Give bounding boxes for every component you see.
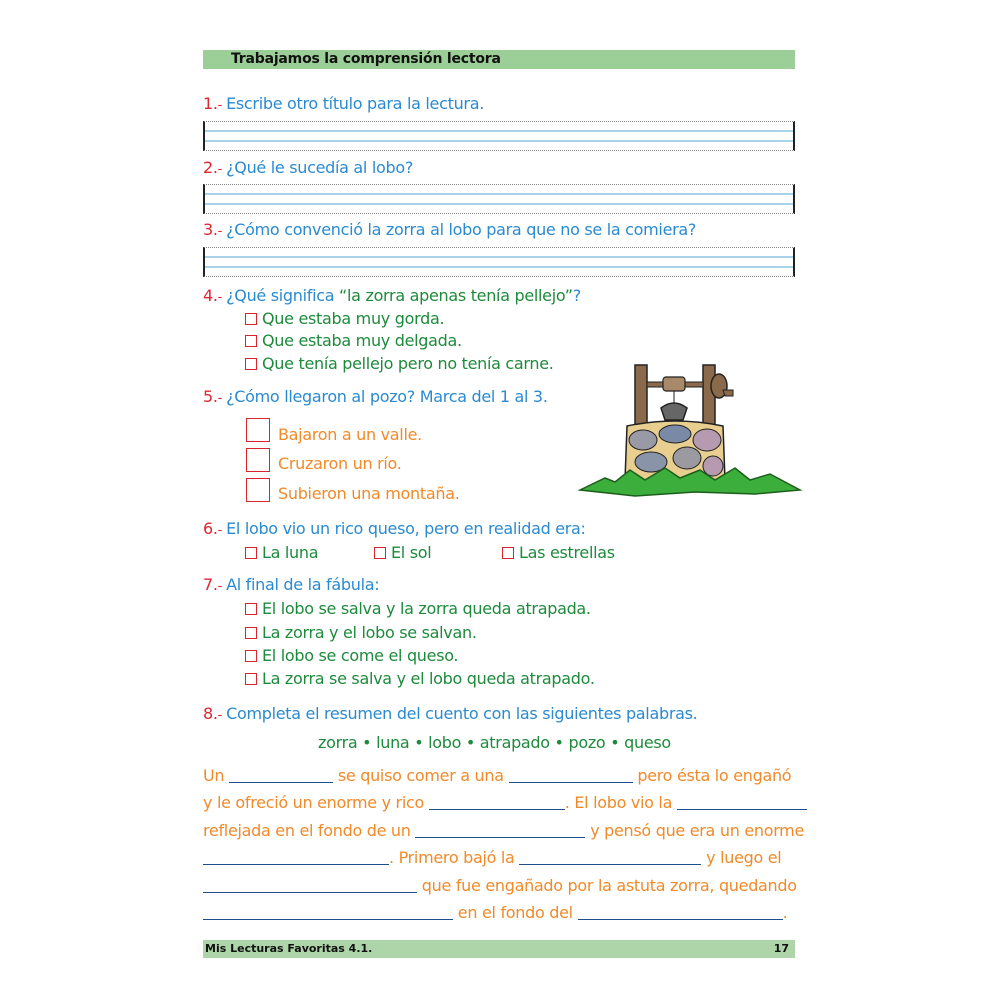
checkbox[interactable]	[245, 358, 257, 370]
question-number: 1.	[203, 94, 218, 113]
summary-text: . El lobo vio la	[564, 793, 673, 812]
summary-text: y pensó que era un enorme	[590, 821, 805, 840]
option-6a[interactable]	[245, 543, 318, 563]
summary-line-2	[203, 793, 795, 813]
question-dash: -	[217, 391, 223, 406]
option-label: Que estaba muy delgada.	[262, 331, 462, 350]
summary-line-6	[203, 903, 795, 923]
summary-text: . Primero bajó la	[389, 848, 515, 867]
blank-input[interactable]	[519, 848, 701, 865]
question-5	[203, 387, 548, 409]
question-suffix: ?	[572, 286, 581, 305]
summary-line-1	[203, 766, 795, 786]
summary-line-5	[203, 876, 795, 896]
question-number: 6.	[203, 519, 218, 538]
summary-text: en el fondo del	[457, 903, 573, 922]
question-quote: “la zorra apenas tenía pellejo”	[339, 286, 573, 305]
option-5b: Cruzaron un río.	[278, 454, 402, 473]
summary-text: que fue engañado por la astuta zorra, quedando	[421, 876, 797, 895]
checkbox[interactable]	[502, 547, 514, 559]
checkbox[interactable]	[245, 673, 257, 685]
answer-lines-1[interactable]	[203, 121, 795, 151]
checkbox[interactable]	[245, 335, 257, 347]
option-7d[interactable]	[245, 669, 595, 689]
question-4	[203, 286, 581, 308]
page-number: 17	[773, 942, 789, 955]
question-3	[203, 220, 696, 242]
summary-line-3	[203, 821, 805, 841]
blank-input[interactable]	[677, 793, 807, 810]
question-8	[203, 704, 697, 726]
option-label: La zorra se salva y el lobo queda atrapado.	[262, 669, 595, 688]
blank-input[interactable]	[203, 876, 417, 893]
question-7	[203, 575, 379, 597]
question-text: ¿Qué significa	[226, 286, 335, 305]
blank-input[interactable]	[203, 903, 453, 920]
option-5c: Subieron una montaña.	[278, 484, 460, 503]
question-text: ¿Cómo convenció la zorra al lobo para que no se la comiera?	[226, 220, 697, 239]
option-label: El lobo se come el queso.	[262, 646, 459, 665]
question-dash: -	[217, 224, 223, 239]
blank-input[interactable]	[229, 766, 333, 783]
question-dash: -	[217, 708, 223, 723]
answer-lines-2[interactable]	[203, 184, 795, 214]
option-6c[interactable]	[502, 543, 615, 563]
question-text: El lobo vio un rico queso, pero en realidad era:	[226, 519, 586, 538]
blank-input[interactable]	[509, 766, 633, 783]
well-icon	[575, 360, 805, 500]
question-number: 2.	[203, 158, 218, 177]
question-number: 5.	[203, 387, 218, 406]
option-4a[interactable]	[245, 309, 444, 329]
question-dash: -	[217, 523, 223, 538]
summary-text: Un	[203, 766, 225, 785]
option-label: El lobo se salva y la zorra queda atrapada.	[262, 599, 591, 618]
summary-text: y le ofreció un enorme y rico	[203, 793, 424, 812]
question-number: 3.	[203, 220, 218, 239]
header-bar	[203, 50, 795, 69]
option-7b[interactable]	[245, 623, 477, 643]
summary-text: se quiso comer a una	[337, 766, 504, 785]
option-label: La zorra y el lobo se salvan.	[262, 623, 477, 642]
blank-input[interactable]	[415, 821, 585, 838]
option-label: Que tenía pellejo pero no tenía carne.	[262, 354, 554, 373]
order-box-1[interactable]	[246, 418, 270, 442]
option-label: La luna	[262, 543, 319, 562]
summary-text: .	[782, 903, 788, 922]
option-4b[interactable]	[245, 331, 462, 351]
question-number: 8.	[203, 704, 218, 723]
checkbox[interactable]	[245, 603, 257, 615]
blank-input[interactable]	[203, 848, 389, 865]
question-dash: -	[217, 579, 223, 594]
checkbox[interactable]	[245, 313, 257, 325]
option-label: Que estaba muy gorda.	[262, 309, 445, 328]
checkbox[interactable]	[245, 627, 257, 639]
option-label: El sol	[391, 543, 432, 562]
word-bank: zorra • luna • lobo • atrapado • pozo • queso	[318, 733, 671, 752]
option-6b[interactable]	[374, 543, 431, 563]
blank-input[interactable]	[429, 793, 565, 810]
checkbox[interactable]	[374, 547, 386, 559]
summary-text: pero ésta lo engañó	[637, 766, 792, 785]
summary-text: reflejada en el fondo de un	[203, 821, 411, 840]
option-7a[interactable]	[245, 599, 591, 619]
question-text: Al final de la fábula:	[226, 575, 380, 594]
page-title: Trabajamos la comprensión lectora	[231, 51, 501, 67]
answer-lines-3[interactable]	[203, 247, 795, 277]
question-number: 7.	[203, 575, 218, 594]
question-dash: -	[217, 290, 223, 305]
footer-title: Mis Lecturas Favoritas 4.1.	[205, 942, 373, 955]
checkbox[interactable]	[245, 650, 257, 662]
question-text: Completa el resumen del cuento con las siguientes palabras.	[226, 704, 698, 723]
checkbox[interactable]	[245, 547, 257, 559]
order-box-3[interactable]	[246, 478, 270, 502]
question-2	[203, 158, 413, 180]
question-1	[203, 94, 484, 116]
option-4c[interactable]	[245, 354, 554, 374]
summary-line-4	[203, 848, 795, 868]
option-7c[interactable]	[245, 646, 458, 666]
summary-text: y luego el	[706, 848, 782, 867]
question-number: 4.	[203, 286, 218, 305]
order-box-2[interactable]	[246, 448, 270, 472]
option-label: Las estrellas	[519, 543, 615, 562]
question-6	[203, 519, 586, 541]
question-text: Escribe otro título para la lectura.	[226, 94, 484, 113]
question-text: ¿Cómo llegaron al pozo? Marca del 1 al 3.	[226, 387, 548, 406]
blank-input[interactable]	[578, 903, 783, 920]
footer-bar	[203, 940, 795, 958]
question-dash: -	[217, 98, 223, 113]
question-dash: -	[217, 162, 223, 177]
option-5a: Bajaron a un valle.	[278, 425, 422, 444]
question-text: ¿Qué le sucedía al lobo?	[226, 158, 414, 177]
